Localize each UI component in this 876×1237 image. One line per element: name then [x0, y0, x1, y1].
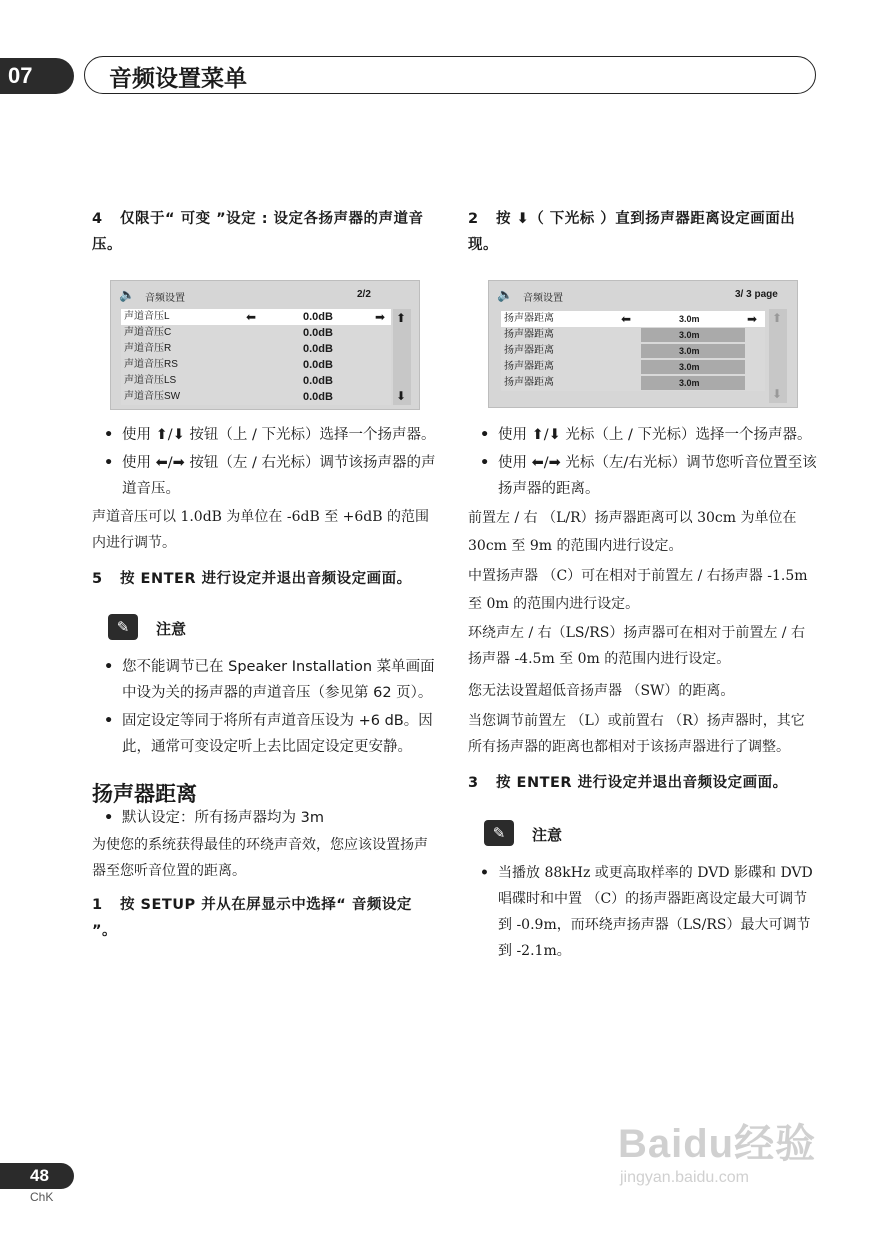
osd-page: 2/2 — [357, 289, 371, 300]
osd-scrollbar[interactable] — [393, 309, 411, 405]
right-column — [468, 206, 818, 258]
arrow-down-icon: ⬇ — [772, 387, 783, 401]
osd-row[interactable]: 扬声器距离 3.0m — [501, 343, 765, 359]
osd-row[interactable]: 声道音压RS 0.0dB — [124, 359, 333, 371]
osd-speaker-distance-screen — [488, 280, 798, 408]
left-column-body — [92, 422, 440, 944]
osd-row[interactable]: 声道音压R 0.0dB — [124, 343, 333, 355]
step-2: 2 按 ⬇（ 下光标 ）直到扬声器距离设定画面出现。 — [468, 211, 796, 253]
osd-row[interactable]: 声道音压C 0.0dB — [124, 327, 333, 339]
paragraph: 为使您的系统获得最佳的环绕声音效，您应该设置扬声器至您听音位置的距离。 — [92, 837, 428, 879]
osd-row[interactable]: 声道音压SW 0.0dB — [124, 391, 333, 403]
bullet: • 使用 ⬆/⬇ 光标（上 / 下光标）选择一个扬声器。 — [468, 422, 818, 448]
watermark-url: jingyan.baidu.com — [620, 1169, 749, 1186]
osd-row[interactable]: 扬声器距离 3.0m — [501, 359, 765, 375]
note-pencil-icon: ✎ — [484, 820, 514, 846]
note-bullet: • 当播放 88kHz 或更高取样率的 DVD 影碟和 DVD 唱碟时和中置 （C）的扬声器距离设定最大可调节到 -0.9m，而环绕声扬声器（LS/RS）最大可调节到 -2.1m。 — [468, 860, 818, 964]
osd-row[interactable]: 扬声器距离 3.0m — [501, 327, 765, 343]
note-pencil-icon: ✎ — [108, 614, 138, 640]
osd-title: 音频设置 — [145, 293, 185, 304]
arrow-up-icon: ⬆ — [772, 311, 783, 325]
paragraph: 当您调节前置左 （L）或前置右 （R）扬声器时，其它所有扬声器的距离也都相对于该扬声器进行了调整。 — [468, 713, 805, 755]
bullet: • 使用 ⬆/⬇ 按钮（上 / 下光标）选择一个扬声器。 — [92, 422, 440, 448]
page-number: 48 — [0, 1163, 74, 1189]
default-setting: • 默认设定：所有扬声器均为 3m — [92, 808, 440, 828]
note-bullet: • 您不能调节已在 Speaker Installation 菜单画面中设为关的扬声器的声道音压（参见第 62 页）。 — [92, 654, 440, 706]
bullet: • 使用 ⬅/➡ 按钮（左 / 右光标）调节该扬声器的声道音压。 — [92, 450, 440, 502]
left-column — [92, 206, 440, 258]
speaker-icon: 🔈 — [119, 287, 136, 302]
osd-title: 音频设置 — [523, 293, 563, 304]
step-3: 3 按 ENTER 进行设定并退出音频设定画面。 — [468, 775, 788, 791]
note-bullet: • 固定设定等同于将所有声道音压设为 +6 dB。因此，通常可变设定听上去比固定设定更安静。 — [92, 708, 440, 760]
speaker-icon: 🔈 — [497, 287, 514, 302]
step-4: 4 仅限于“ 可变 ”设定 : 设定各扬声器的声道音压。 — [92, 211, 424, 253]
bullet: • 使用 ⬅/➡ 光标（左/右光标）调节您听音位置至该扬声器的距离。 — [468, 450, 818, 502]
osd-scrollbar[interactable] — [769, 309, 787, 403]
osd-row[interactable]: 扬声器距离 3.0m — [501, 375, 765, 391]
osd-page: 3/ 3 page — [735, 289, 778, 300]
step-5: 5 按 ENTER 进行设定并退出音频设定画面。 — [92, 571, 412, 587]
chapter-title: 音频设置菜单 — [109, 66, 247, 92]
arrow-up-icon: ⬆ — [396, 311, 407, 325]
paragraph: 环绕声左 / 右（LS/RS）扬声器可在相对于前置左 / 右扬声器 -4.5m 至 0m 的范围内进行设定。 — [468, 625, 805, 667]
chapter-title-frame — [84, 56, 816, 94]
watermark-logo: Baidu经验 — [618, 1122, 817, 1166]
osd-row[interactable]: 声道音压L ⬅ 0.0dB ➡ — [121, 309, 391, 325]
osd-row[interactable]: 声道音压LS 0.0dB — [124, 375, 333, 387]
watermark — [618, 1112, 816, 1187]
note-header: ✎ 注意 — [92, 612, 440, 646]
language-code: ChK — [30, 1190, 54, 1204]
right-column-body — [468, 422, 818, 964]
osd-channel-level-screen — [110, 280, 420, 410]
paragraph: 您无法设置超低音扬声器 （SW）的距离。 — [468, 683, 735, 699]
section-heading: 扬声器距离 — [92, 782, 197, 806]
paragraph: 中置扬声器 （C）可在相对于前置左 / 右扬声器 -1.5m 至 0m 的范围内进行设定。 — [468, 568, 808, 612]
arrow-down-icon: ⬇ — [396, 389, 407, 403]
osd-row[interactable]: 扬声器距离 ⬅ 3.0m ➡ — [501, 311, 765, 327]
step-1: 1 按 SETUP 并从在屏显示中选择“ 音频设定 ”。 — [92, 897, 412, 939]
chapter-number-badge: 07 — [0, 58, 74, 94]
note-header: ✎ 注意 — [468, 818, 818, 852]
paragraph: 前置左 / 右 （L/R）扬声器距离可以 30cm 为单位在 30cm 至 9m 的范围内进行设定。 — [468, 510, 797, 554]
paragraph: 声道音压可以 1.0dB 为单位在 -6dB 至 +6dB 的范围内进行调节。 — [92, 509, 429, 551]
